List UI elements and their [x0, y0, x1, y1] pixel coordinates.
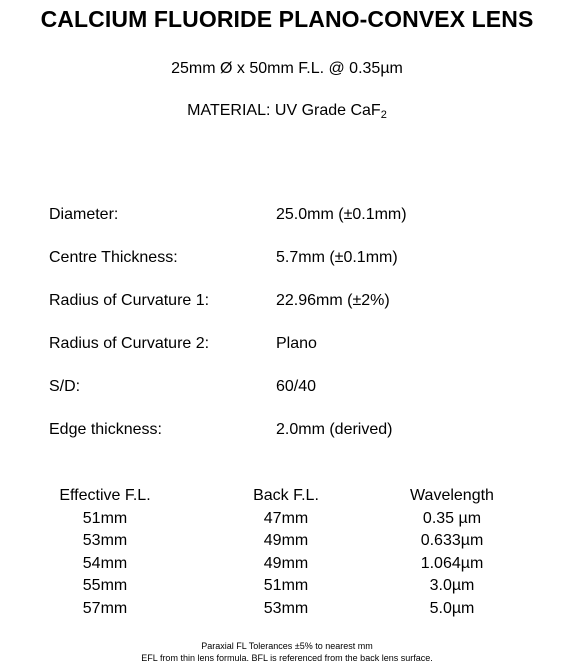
spec-value: 22.96mm (±2%) [276, 292, 390, 309]
spec-value: Plano [276, 335, 317, 352]
spec-label: S/D: [49, 378, 81, 395]
material-subscript: 2 [380, 109, 387, 121]
cell-effective-fl: 57mm [82, 599, 128, 617]
lens-subtitle: 25mm Ø x 50mm F.L. @ 0.35µm [171, 60, 403, 77]
table-row [0, 575, 574, 598]
cell-back-fl: 49mm [263, 532, 309, 549]
spec-label: Diameter: [49, 206, 119, 223]
table-row [0, 530, 574, 553]
material-line [0, 102, 574, 121]
spec-row-diameter [49, 206, 569, 249]
footnote-formula: EFL from thin lens formula. BFL is referenced from the back lens surface. [141, 653, 433, 663]
table-row [0, 553, 574, 576]
cell-wavelength: 0.35 µm [422, 509, 482, 527]
cell-wavelength: 0.633µm [420, 532, 484, 549]
cell-back-fl: 49mm [263, 554, 309, 572]
focal-length-table [0, 485, 574, 620]
spec-label: Edge thickness: [49, 421, 162, 438]
page-title: CALCIUM FLUORIDE PLANO-CONVEX LENS [40, 6, 534, 32]
spec-value: 60/40 [276, 378, 317, 395]
material-text: MATERIAL: UV Grade CaF [187, 102, 381, 119]
cell-effective-fl: 51mm [82, 509, 128, 527]
spec-row-radius-2 [49, 335, 569, 378]
spec-row-edge-thickness [49, 421, 569, 464]
header-back-fl: Back F.L. [253, 487, 319, 504]
cell-back-fl: 53mm [263, 599, 309, 617]
cell-back-fl: 47mm [263, 509, 309, 527]
spec-value: 5.7mm (±0.1mm) [276, 249, 398, 266]
spec-value: 25.0mm (±0.1mm) [276, 206, 407, 223]
spec-row-radius-1 [49, 292, 569, 335]
spec-row-sd [49, 378, 569, 421]
table-row [0, 598, 574, 621]
cell-effective-fl: 54mm [82, 554, 128, 572]
cell-wavelength: 5.0µm [429, 599, 475, 617]
cell-effective-fl: 53mm [82, 532, 128, 549]
cell-effective-fl: 55mm [82, 577, 128, 594]
spec-row-centre-thickness [49, 249, 569, 292]
header-effective-fl: Effective F.L. [59, 487, 151, 504]
footnote-tolerance: Paraxial FL Tolerances ±5% to nearest mm [201, 641, 373, 651]
spec-list [49, 206, 569, 464]
cell-wavelength: 1.064µm [420, 554, 484, 572]
spec-label: Radius of Curvature 1: [49, 292, 210, 309]
table-row [0, 508, 574, 531]
footnotes [0, 640, 574, 664]
spec-value: 2.0mm (derived) [276, 421, 393, 438]
spec-label: Radius of Curvature 2: [49, 335, 210, 352]
cell-wavelength: 3.0µm [429, 577, 475, 594]
spec-label: Centre Thickness: [49, 249, 178, 266]
header-wavelength: Wavelength [410, 487, 494, 504]
cell-back-fl: 51mm [263, 577, 309, 594]
table-header [0, 485, 574, 508]
